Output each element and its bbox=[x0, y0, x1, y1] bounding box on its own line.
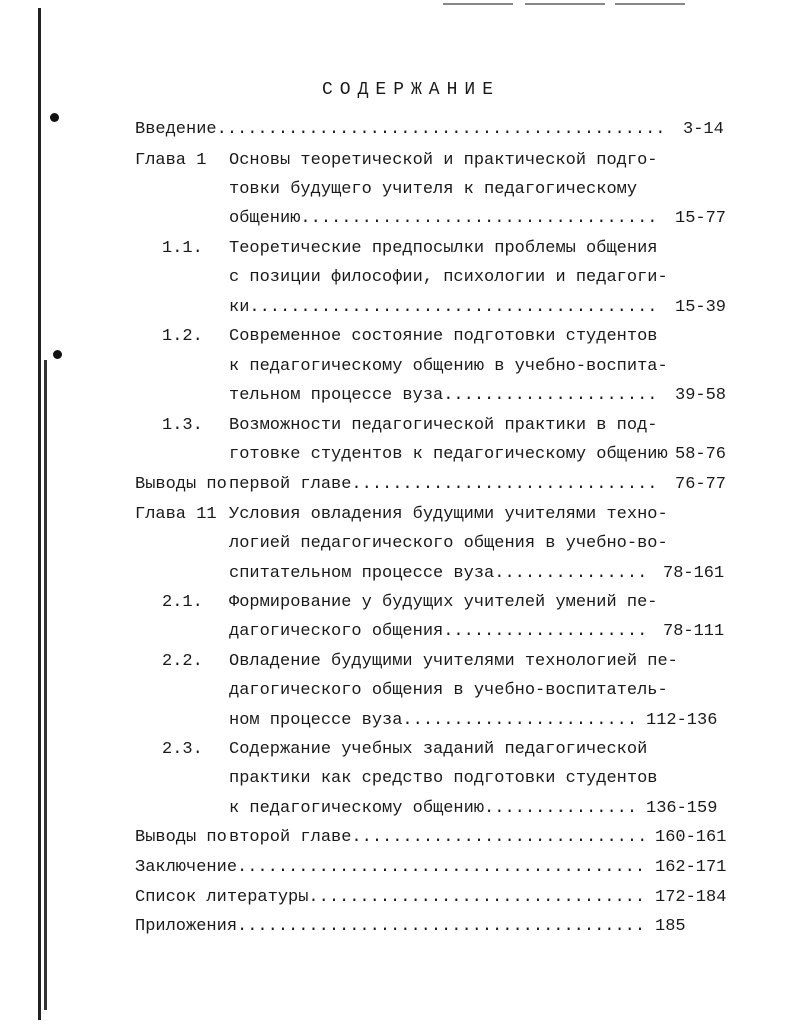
toc-label-conclusion-2: Выводы по bbox=[135, 828, 227, 847]
toc-label-2-2: 2.2. bbox=[162, 652, 203, 671]
page-ref: 15-77 bbox=[675, 209, 727, 228]
toc-line: спитательном процессе вуза............... bbox=[229, 564, 648, 583]
toc-label-chapter-2: Глава 11 bbox=[135, 505, 217, 524]
toc-line: товки будущего учителя к педагогическому bbox=[229, 180, 638, 199]
toc-line: ном процессе вуза....................... bbox=[229, 711, 638, 730]
toc-line: дагогического общения.................... bbox=[229, 622, 648, 641]
toc-entry-references: Список литературы................................. bbox=[135, 888, 646, 907]
toc-line: к педагогическому общению............... bbox=[229, 799, 638, 818]
toc-label-2-1: 2.1. bbox=[162, 593, 203, 612]
toc-entry-intro: Введение............................................ bbox=[135, 120, 666, 139]
toc-line: Формирование у будущих учителей умений пе- bbox=[229, 593, 658, 612]
page-ref: 112-136 bbox=[646, 711, 718, 730]
toc-line: первой главе.............................. bbox=[229, 475, 658, 494]
punch-hole bbox=[50, 113, 59, 122]
toc-line: к педагогическому общению в учебно-воспита- bbox=[229, 357, 668, 376]
page-ref: 136-159 bbox=[646, 799, 718, 818]
page-ref: 39-58 bbox=[675, 386, 727, 405]
toc-line: логией педагогического общения в учебно-во- bbox=[229, 534, 668, 553]
page-ref: 15-39 bbox=[675, 298, 727, 317]
scan-mark bbox=[443, 3, 513, 5]
toc-line: с позиции философии, психологии и педагоги- bbox=[229, 268, 668, 287]
page-title: СОДЕРЖАНИЕ bbox=[322, 80, 501, 100]
toc-line: Условия овладения будущими учителями техно- bbox=[229, 505, 668, 524]
page-ref: 172-184 bbox=[655, 888, 727, 907]
toc-line: второй главе............................. bbox=[229, 828, 648, 847]
toc-label-chapter-1: Глава 1 bbox=[135, 151, 207, 170]
toc-line: Возможности педагогической практики в под- bbox=[229, 416, 658, 435]
scan-mark bbox=[615, 3, 685, 5]
toc-entry-conclusion: Заключение........................................ bbox=[135, 858, 646, 877]
scan-mark bbox=[525, 3, 605, 5]
toc-entry-appendices: Приложения........................................ bbox=[135, 917, 646, 936]
page-ref: 78-161 bbox=[663, 564, 725, 583]
toc-label-1-2: 1.2. bbox=[162, 327, 203, 346]
page-ref: 185 bbox=[655, 917, 686, 936]
toc-line: дагогического общения в учебно-воспитатель- bbox=[229, 681, 668, 700]
page-ref: 78-111 bbox=[663, 622, 725, 641]
page-ref: 162-171 bbox=[655, 858, 727, 877]
page-ref: 3-14 bbox=[683, 120, 724, 139]
toc-label-1-3: 1.3. bbox=[162, 416, 203, 435]
binding-line bbox=[38, 8, 41, 1020]
toc-line: общению................................... bbox=[229, 209, 658, 228]
toc-line: Содержание учебных заданий педагогической bbox=[229, 740, 648, 759]
page-ref: 76-77 bbox=[675, 475, 727, 494]
toc-line: Теоретические предпосылки проблемы общения bbox=[229, 239, 658, 258]
binding-line-secondary bbox=[44, 360, 47, 1010]
toc-line: готовке студентов к педагогическому общению bbox=[229, 445, 668, 464]
page-ref: 160-161 bbox=[655, 828, 727, 847]
punch-hole bbox=[53, 350, 62, 359]
toc-label-1-1: 1.1. bbox=[162, 239, 203, 258]
toc-label-conclusion-1: Выводы по bbox=[135, 475, 227, 494]
toc-label-2-3: 2.3. bbox=[162, 740, 203, 759]
toc-line: ки........................................ bbox=[229, 298, 658, 317]
toc-line: Современное состояние подготовки студентов bbox=[229, 327, 658, 346]
toc-line: практики как средство подготовки студентов bbox=[229, 769, 658, 788]
toc-line: Основы теоретической и практической подго- bbox=[229, 151, 658, 170]
toc-line: тельном процессе вуза..................... bbox=[229, 386, 658, 405]
toc-line: Овладение будущими учителями технологией пе- bbox=[229, 652, 678, 671]
page-ref: 58-76 bbox=[675, 445, 727, 464]
